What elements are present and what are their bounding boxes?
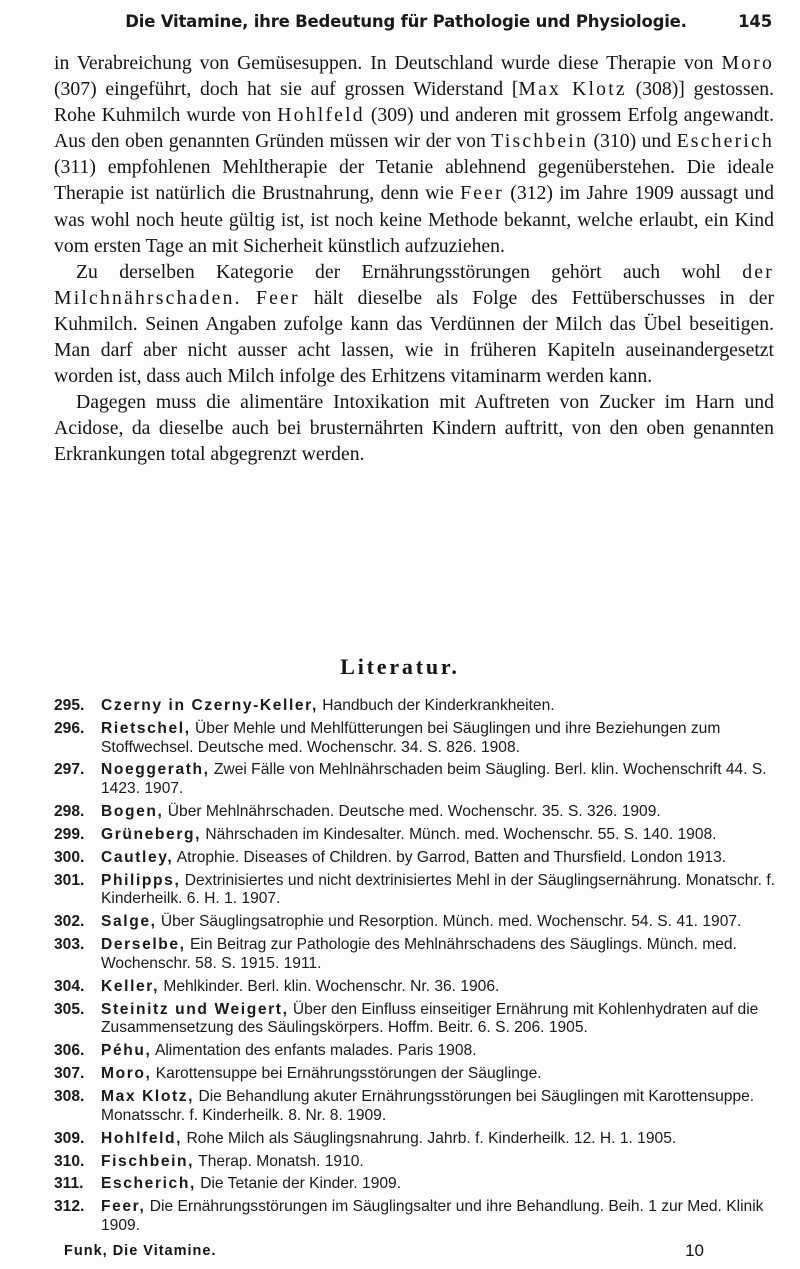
reference-text: Zwei Fälle von Mehlnährschaden beim Säugling. Berl. klin. Wochenschrift 44. S. 1423. 1907. [101, 761, 767, 798]
reference-author: Escherich, [101, 1175, 196, 1193]
reference-text: Über Mehlnährschaden. Deutsche med. Wochenschr. 35. S. 326. 1909. [163, 803, 661, 821]
reference-author: Czerny in Czerny-Keller, [101, 697, 318, 714]
reference-item [54, 872, 778, 909]
reference-item [54, 803, 778, 822]
reference-text: Therap. Monatsh. 1910. [194, 1152, 364, 1170]
reference-text: Karottensuppe bei Ernährungsstörungen der Säuglinge. [151, 1065, 542, 1083]
reference-author: Noeggerath, [101, 761, 210, 779]
reference-number: 296. [54, 719, 85, 737]
reference-item [54, 1042, 778, 1061]
reference-text: Ein Beitrag zur Pathologie des Mehlnährschadens des Säuglings. Münch. med. Wochenschr. 58. S. 1915. 1911. [101, 936, 737, 972]
spaced-name: Moro [721, 52, 774, 74]
reference-author: Keller, [101, 977, 160, 995]
reference-item [54, 1088, 778, 1125]
reference-text: Die Behandlung akuter Ernährungsstörungen bei Säuglingen mit Karottensuppe. Monatsschr. f. Kinderheilk. 8. Nr. 8. 1909. [101, 1088, 755, 1124]
reference-text: Die Ernährungsstörungen im Säuglingsalter und ihre Behandlung. Beih. 1 zur Med. Klinik 1909. [101, 1198, 764, 1235]
running-title: Die Vitamine, ihre Bedeutung für Pathologie und Physiologie. [125, 12, 687, 31]
reference-number: 303. [54, 936, 85, 954]
main-text [54, 50, 774, 468]
reference-number: 297. [54, 761, 85, 779]
reference-author: Rietschel, [101, 719, 191, 737]
paragraph [54, 259, 774, 389]
reference-author: Grüneberg, [101, 825, 202, 843]
reference-item [54, 978, 778, 997]
reference-text: Atrophie. Diseases of Children. by Garrod, Batten and Thursfield. London 1913. [173, 848, 727, 866]
literature-heading: Literatur. [340, 654, 460, 679]
reference-item [54, 761, 778, 798]
reference-text: Die Tetanie der Kinder. 1909. [195, 1175, 402, 1193]
text-run: (309) und anderen mit grossem Erfolg angewandt. Aus den oben genannten Gründen müssen wir der von [54, 104, 775, 153]
reference-author: Philipps, [101, 871, 181, 889]
reference-author: Feer, [101, 1198, 146, 1216]
reference-item [54, 913, 778, 932]
reference-number: 295. [54, 697, 85, 714]
reference-author: Max Klotz, [101, 1088, 195, 1106]
reference-item [54, 849, 778, 868]
reference-number: 308. [54, 1088, 85, 1106]
running-header [40, 12, 772, 40]
spaced-name: Hohlfeld [277, 104, 365, 127]
reference-item [54, 936, 778, 973]
text-run: (310) und [588, 130, 677, 153]
reference-text: Dextrinisiertes und nicht dextrinisiertes Mehl in der Säuglingsernährung. Monatschr. f. Kinderheilk. 6. H. 1. 1907. [101, 871, 775, 908]
signature-mark: 10 [685, 1241, 704, 1260]
reference-item [54, 1065, 778, 1084]
reference-item [54, 826, 778, 845]
reference-item [54, 1001, 778, 1038]
text-run: (311) empfohlenen Mehltherapie der Tetanie ablehnend gegenüberstehen. Die ideale Therapie ist natürlich die Brustnahrung, denn wie [54, 156, 774, 205]
reference-text: Über den Einfluss einseitiger Ernährung mit Kohlenhydraten auf die Zusammensetzung des Säulingskörpers. Hoffm. Beitr. 6. S. 206. 1905. [101, 1000, 759, 1037]
spaced-name: Tischbein [491, 130, 589, 153]
spaced-name: Feer [460, 182, 504, 205]
reference-author: Cautley, [101, 848, 174, 866]
footer-book-title: Funk, Die Vitamine. [64, 1243, 217, 1259]
reference-item [54, 1175, 778, 1194]
text-run: (307) eingeführt, doch hat sie auf grossen Widerstand [ [54, 78, 519, 101]
reference-number: 300. [54, 848, 85, 866]
reference-number: 299. [54, 825, 85, 843]
reference-author: Bogen, [101, 803, 164, 821]
reference-text: Über Mehle und Mehlfütterungen bei Säuglingen und ihre Beziehungen zum Stoffwechsel. Deutsche med. Wochenschr. 34. S. 826. 1908. [101, 719, 721, 756]
text-run [242, 287, 256, 309]
reference-number: 311. [54, 1175, 84, 1193]
reference-number: 298. [54, 803, 85, 821]
paragraph [54, 389, 774, 467]
reference-number: 312. [54, 1198, 85, 1216]
reference-number: 307. [54, 1065, 85, 1083]
text-run: (308)] gestossen. Rohe Kuhmilch wurde von [54, 78, 774, 127]
reference-number: 310. [54, 1152, 85, 1170]
text-run: Zu derselben Kategorie der Ernährungsstörungen gehört auch wohl [76, 260, 743, 283]
text-run: hält dieselbe als Folge des Fettüberschusses in der Kuhmilch. Seinen Angaben zufolge kann das Verdünnen der Milch das Übel beseitigen. Man darf aber nicht ausser acht lassen, wie in früheren Kapiteln auseinandergesetzt worden ist, dass auch Milch infolge des Erhitzens vitaminarm werden kann. [54, 286, 775, 388]
reference-author: Péhu, [101, 1042, 152, 1060]
text-run: Dagegen muss die alimentäre Intoxikation mit Auftreten von Zucker im Harn und Acidose, da dieselbe auch bei brusternährten Kindern auftritt, von den oben genannten Erkrankungen total abgegrenzt werden. [54, 391, 774, 466]
reference-author: Steinitz und Weigert, [101, 1000, 289, 1018]
reference-item [54, 1130, 778, 1149]
reference-item [54, 697, 778, 716]
reference-text: Mehlkinder. Berl. klin. Wochenschr. Nr. 36. 1906. [159, 977, 500, 995]
reference-author: Fischbein, [101, 1152, 195, 1170]
reference-text: Handbuch der Kinderkrankheiten. [317, 697, 555, 714]
reference-author: Hohlfeld, [101, 1129, 183, 1147]
reference-number: 302. [54, 913, 85, 931]
page-number: 145 [738, 12, 772, 31]
spaced-name: Feer [255, 286, 300, 309]
text-run: (312) im Jahre 1909 aussagt und was wohl noch heute gültig ist, ist noch keine Methode bekannt, welche erlaubt, ein Kind vom ersten Tage an mit Sicherheit künstlich aufzuziehen. [54, 182, 775, 257]
reference-text: Über Säuglingsatrophie und Resorption. Münch. med. Wochenschr. 54. S. 41. 1907. [156, 913, 742, 931]
reference-text: Alimentation des enfants malades. Paris 1908. [151, 1042, 477, 1060]
reference-text: Rohe Milch als Säuglingsnahrung. Jahrb. f. Kinderheilk. 12. H. 1. 1905. [182, 1129, 677, 1147]
reference-number: 304. [54, 977, 85, 995]
reference-text: Nährschaden im Kindesalter. Münch. med. Wochenschr. 55. S. 140. 1908. [201, 825, 717, 843]
paragraph [54, 50, 774, 259]
text-run: in Verabreichung von Gemüsesuppen. In Deutschland wurde diese Therapie von [54, 52, 722, 74]
spaced-name: Max Klotz [518, 78, 627, 101]
reference-author: Derselbe, [101, 936, 186, 954]
reference-number: 309. [54, 1129, 85, 1147]
reference-author: Salge, [101, 913, 157, 931]
reference-item [54, 1153, 778, 1172]
reference-number: 305. [54, 1000, 85, 1018]
page-footer [64, 1243, 704, 1259]
reference-item [54, 720, 778, 757]
spaced-name: Escherich [676, 130, 774, 153]
spaced-name: der Milchnährschaden. [54, 260, 774, 309]
reference-number: 301. [54, 871, 85, 889]
reference-author: Moro, [101, 1065, 152, 1083]
reference-list [54, 697, 778, 1240]
reference-number: 306. [54, 1042, 85, 1060]
reference-item [54, 1198, 778, 1235]
